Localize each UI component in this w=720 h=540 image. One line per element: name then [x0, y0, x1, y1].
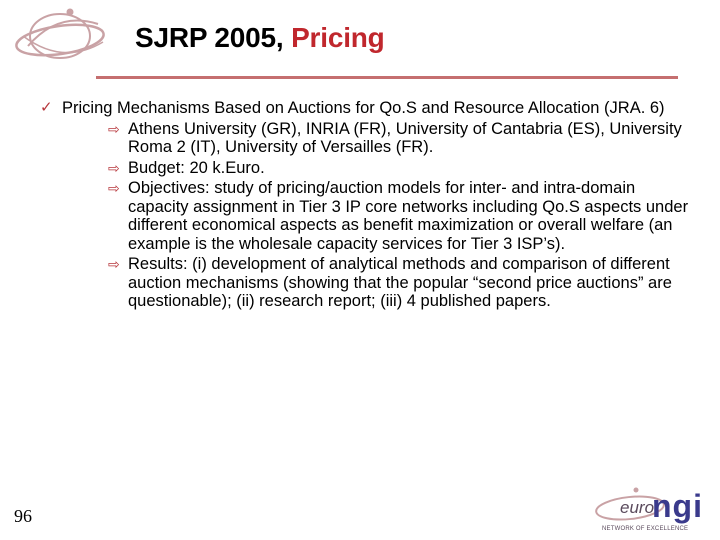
logo-ngi-text: ngi [652, 488, 703, 524]
slide-content [36, 99, 696, 311]
arrow-right-icon: ⇨ [108, 159, 120, 176]
page-number: 96 [14, 506, 32, 526]
sub-bullet-objectives [36, 179, 696, 253]
arrow-right-icon: ⇨ [108, 256, 120, 272]
eurongi-swirl-logo-icon [8, 6, 108, 68]
eurongi-logo [590, 486, 703, 532]
sub-bullet-text: Budget: 20 k.Euro. [128, 158, 265, 177]
sub-bullet-budget [36, 159, 696, 178]
sub-bullet-results [36, 255, 696, 311]
logo-euro-text: euro [620, 498, 655, 517]
page-title [135, 22, 385, 54]
title-accent: Pricing [291, 22, 385, 53]
main-bullet-text: Pricing Mechanisms Based on Auctions for Qo.S and Resource Allocation (JRA. 6) [62, 99, 665, 117]
arrow-right-icon: ⇨ [108, 180, 120, 196]
arrow-right-icon: ⇨ [108, 120, 120, 137]
title-divider [96, 76, 678, 79]
logo-tagline: NETWORK OF EXCELLENCE [602, 526, 689, 532]
sub-bullet-text: Results: (i) development of analytical methods and comparison of different auction mechanisms (showing that the popular “second price auctions” are questionable); (ii) research report; (iii) 4 published papers. [128, 255, 672, 310]
sub-bullet-text: Athens University (GR), INRIA (FR), University of Cantabria (ES), University Roma 2 (IT), University of Versailles (FR). [128, 119, 682, 156]
sub-bullet-text: Objectives: study of pricing/auction models for inter- and intra-domain capacity assignment in Tier 3 IP core networks including Qo.S aspects under different economical aspects as benefit maximization or overall welfare (an example is the wholesale capacity services for Tier 3 ISP’s). [128, 179, 689, 253]
checkmark-icon: ✓ [40, 99, 53, 116]
sub-bullet-partners [36, 120, 696, 157]
main-bullet [36, 99, 696, 118]
title-main: SJRP 2005, [135, 22, 292, 53]
